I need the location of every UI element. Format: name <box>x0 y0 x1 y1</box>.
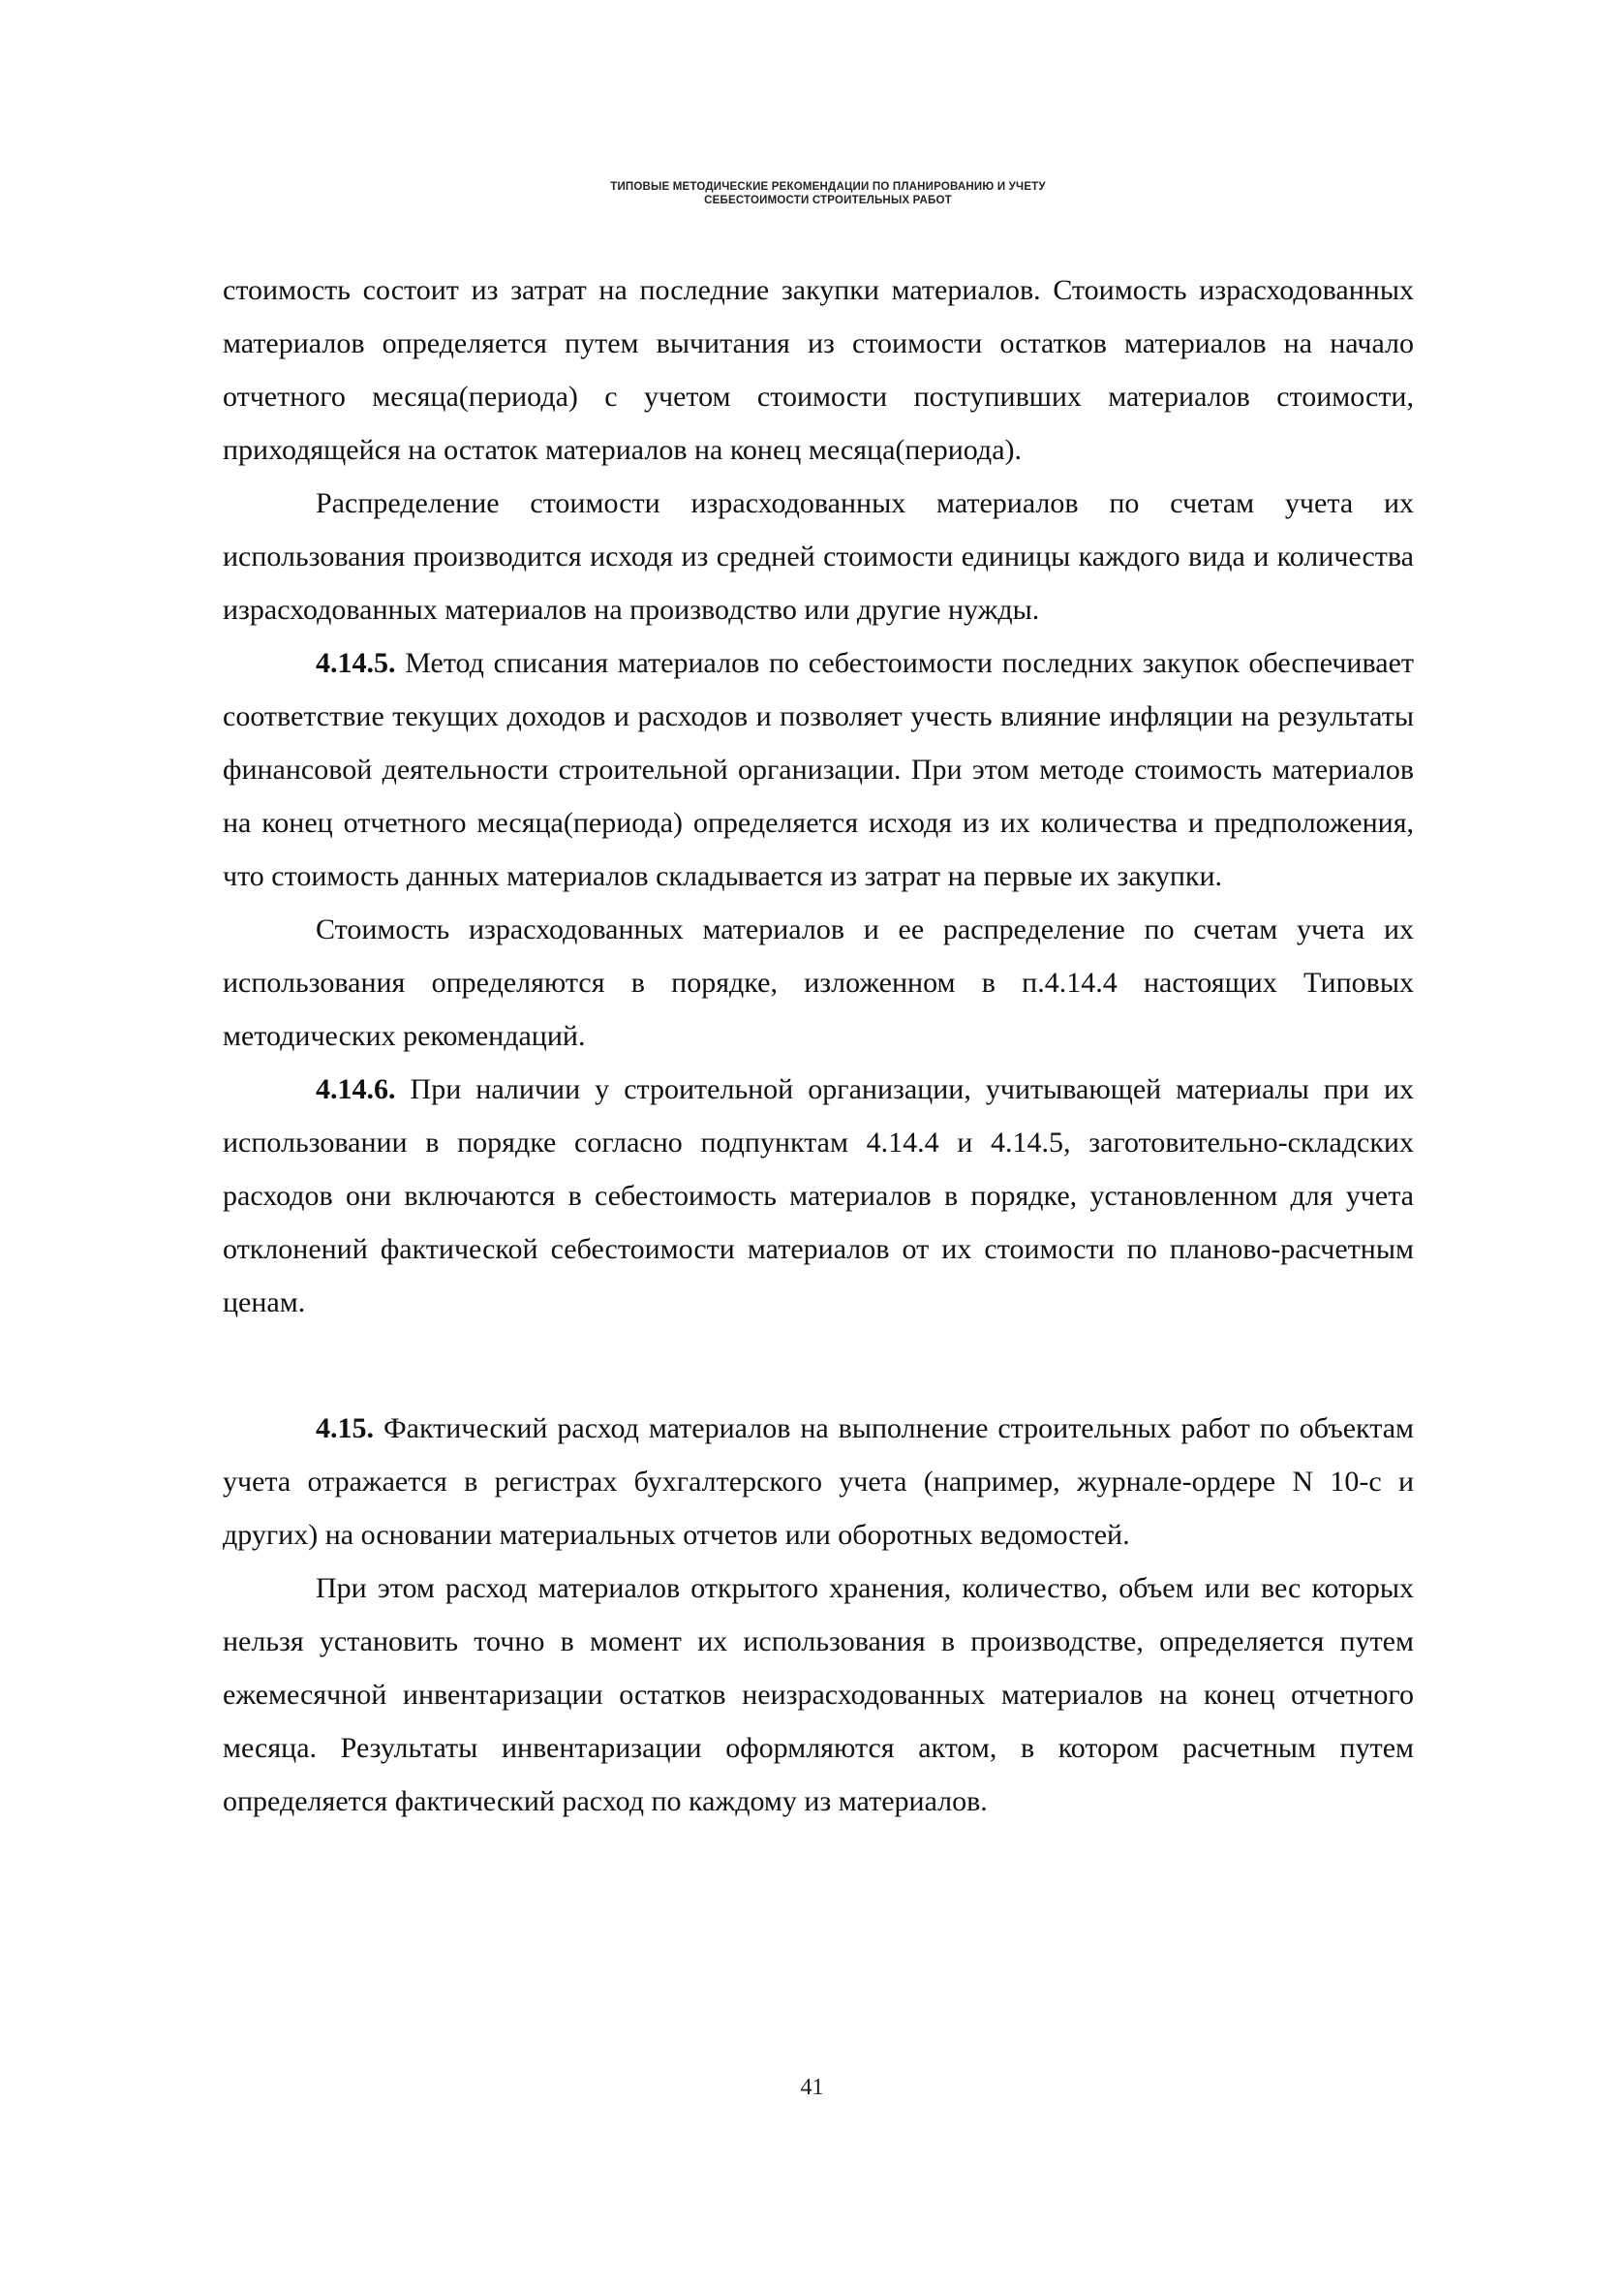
paragraph-cost-distribution <box>223 903 1414 1063</box>
paragraph-4-14-6 <box>223 1063 1414 1329</box>
paragraph-continued <box>223 263 1414 477</box>
paragraph-text: Фактический расход материалов на выполнение строительных работ по объектам учета отражается в регистрах бухгалтерского учета (например, журнале-ордере N 10-с и других) на основании материальных отчетов или оборотных ведомостей. <box>223 1412 1414 1551</box>
paragraph-open-storage <box>223 1561 1414 1828</box>
paragraph-text: Метод списания материалов по себестоимости последних закупок обеспечивает соответствие текущих доходов и расходов и позволяет учесть влияние инфляции на результаты финансовой деятельности строительной организации. При этом методе стоимость материалов на конец отчетного месяца(периода) определяется исходя из их количества и предположения, что стоимость данных материалов складывается из затрат на первые их закупки. <box>223 647 1415 892</box>
document-body <box>223 263 1414 1828</box>
paragraph-4-14-5 <box>223 636 1414 903</box>
paragraph-text: Стоимость израсходованных материалов и ее распределение по счетам учета их использования определяются в порядке, изложенном в п.4.14.4 настоящих Типовых методических рекомендаций. <box>223 913 1414 1052</box>
paragraph-distribution <box>223 477 1414 636</box>
paragraph-text: При наличии у строительной организации, учитывающей материалы при их использовании в порядке согласно подпунктам 4.14.4 и 4.14.5, заготовительно-складских расходов они включаются в себестоимость материалов в порядке, установленном для учета отклонений фактической себестоимости материалов от их стоимости по планово-расчетным ценам. <box>223 1073 1414 1318</box>
running-header-line-2: СЕБЕСТОИМОСТИ СТРОИТЕЛЬНЫХ РАБОТ <box>704 195 952 206</box>
paragraph-number: 4.14.6. <box>316 1073 396 1105</box>
paragraph-text: стоимость состоит из затрат на последние закупки материалов. Стоимость израсходованных материалов определяется путем вычитания из стоимости остатков материалов на начало отчетного месяца(периода) с учетом стоимости поступивших материалов стоимости, приходящейся на остаток материалов на конец месяца(периода). <box>223 274 1414 466</box>
paragraph-number: 4.15. <box>316 1412 374 1444</box>
running-header <box>416 180 1240 207</box>
paragraph-text: Распределение стоимости израсходованных материалов по счетам учета их использования производится исходя из средней стоимости единицы каждого вида и количества израсходованных материалов на производство или другие нужды. <box>223 487 1414 626</box>
running-header-line-1: ТИПОВЫЕ МЕТОДИЧЕСКИЕ РЕКОМЕНДАЦИИ ПО ПЛАНИРОВАНИЮ И УЧЕТУ <box>610 181 1046 193</box>
paragraph-number: 4.14.5. <box>316 647 396 679</box>
page-number: 41 <box>800 2075 824 2100</box>
paragraph-4-15 <box>223 1402 1414 1561</box>
paragraph-text: При этом расход материалов открытого хранения, количество, объем или вес которых нельзя установить точно в момент их использования в производстве, определяется путем ежемесячной инвентаризации остатков неизрасходованных материалов на конец отчетного месяца. Результаты инвентаризации оформляются актом, в котором расчетным путем определяется фактический расход по каждому из материалов. <box>223 1572 1414 1817</box>
